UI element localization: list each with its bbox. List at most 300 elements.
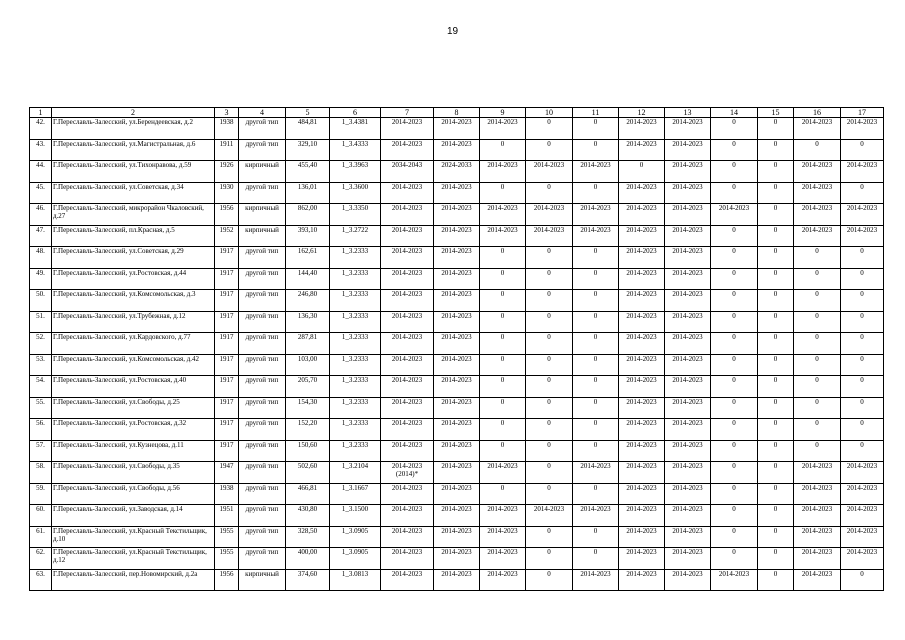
work-period-16-cell: 0 <box>794 290 841 312</box>
work-period-15-cell: 0 <box>758 268 794 290</box>
wall-material-cell: другой тип <box>239 290 286 312</box>
row-number-cell: 52. <box>30 333 52 355</box>
wall-material-cell: другой тип <box>239 139 286 161</box>
work-period-13-cell: 2014-2023 <box>665 419 711 441</box>
work-period-12-cell: 2014-2023 <box>619 440 665 462</box>
work-period-14-cell: 0 <box>711 548 758 570</box>
work-period-16-cell: 2014-2023 <box>794 161 841 183</box>
row-number-cell: 45. <box>30 182 52 204</box>
work-period-10-cell: 0 <box>526 569 573 591</box>
work-period-15-cell: 0 <box>758 118 794 140</box>
work-period-14-cell: 0 <box>711 376 758 398</box>
work-period-16-cell: 0 <box>794 440 841 462</box>
column-number-11: 11 <box>573 108 619 118</box>
work-period-10-cell: 0 <box>526 139 573 161</box>
work-period-12-cell: 2014-2023 <box>619 118 665 140</box>
work-period-11-cell: 2014-2023 <box>573 225 619 247</box>
address-cell: Г.Переславль-Залесский, ул.Ростовская, д.32 <box>52 419 215 441</box>
work-period-8-cell: 2014-2023 <box>434 268 480 290</box>
wall-material-cell: другой тип <box>239 397 286 419</box>
rank-index-cell: 1_3.0905 <box>330 548 381 570</box>
work-period-15-cell: 0 <box>758 569 794 591</box>
work-period-16-cell: 0 <box>794 311 841 333</box>
work-period-15-cell: 0 <box>758 548 794 570</box>
work-period-17-cell: 2014-2023 <box>841 118 884 140</box>
work-period-12-cell: 2014-2023 <box>619 182 665 204</box>
work-period-12-cell: 2014-2023 <box>619 225 665 247</box>
work-period-10-cell: 0 <box>526 397 573 419</box>
work-period-17-cell: 0 <box>841 247 884 269</box>
area-cell: 400,00 <box>286 548 330 570</box>
work-period-12-cell: 2014-2023 <box>619 268 665 290</box>
work-period-9-cell: 2014-2023 <box>480 505 526 527</box>
rank-index-cell: 1_3.2333 <box>330 290 381 312</box>
work-period-7-cell: 2014-2023 <box>381 311 434 333</box>
work-period-13-cell: 2014-2023 <box>665 118 711 140</box>
work-period-11-cell: 0 <box>573 419 619 441</box>
area-cell: 466,81 <box>286 483 330 505</box>
address-cell: Г.Переславль-Залесский, ул.Красный Текстильщик, д.12 <box>52 548 215 570</box>
work-period-8-cell: 2014-2023 <box>434 333 480 355</box>
work-period-17-cell: 2014-2023 <box>841 505 884 527</box>
column-number-5: 5 <box>286 108 330 118</box>
work-period-9-cell: 0 <box>480 376 526 398</box>
column-number-13: 13 <box>665 108 711 118</box>
work-period-16-cell: 0 <box>794 376 841 398</box>
work-period-14-cell: 0 <box>711 419 758 441</box>
work-period-17-cell: 2014-2023 <box>841 548 884 570</box>
row-number-cell: 47. <box>30 225 52 247</box>
rank-index-cell: 1_3.2333 <box>330 268 381 290</box>
work-period-16-cell: 0 <box>794 139 841 161</box>
year-built-cell: 1917 <box>215 311 239 333</box>
table-row <box>30 397 884 419</box>
work-period-8-cell: 2014-2023 <box>434 311 480 333</box>
work-period-17-cell: 2014-2023 <box>841 204 884 226</box>
table-row <box>30 268 884 290</box>
work-period-7-cell: 2014-2023 <box>381 247 434 269</box>
year-built-cell: 1917 <box>215 397 239 419</box>
work-period-11-cell: 0 <box>573 333 619 355</box>
work-period-9-cell: 2014-2023 <box>480 462 526 484</box>
address-cell: Г.Переславль-Залесский, ул.Советская, д.34 <box>52 182 215 204</box>
work-period-10-cell: 2014-2023 <box>526 505 573 527</box>
area-cell: 150,60 <box>286 440 330 462</box>
row-number-cell: 60. <box>30 505 52 527</box>
work-period-7-cell: 2014-2023 <box>381 419 434 441</box>
work-period-14-cell: 2014-2023 <box>711 569 758 591</box>
year-built-cell: 1911 <box>215 139 239 161</box>
work-period-10-cell: 0 <box>526 311 573 333</box>
rank-index-cell: 1_3.2333 <box>330 397 381 419</box>
address-cell: Г.Переславль-Залесский, пл.Красная, д.5 <box>52 225 215 247</box>
work-period-15-cell: 0 <box>758 290 794 312</box>
area-cell: 502,60 <box>286 462 330 484</box>
column-number-17: 17 <box>841 108 884 118</box>
column-number-14: 14 <box>711 108 758 118</box>
work-period-12-cell: 2014-2023 <box>619 526 665 548</box>
area-cell: 136,01 <box>286 182 330 204</box>
work-period-17-cell: 0 <box>841 376 884 398</box>
wall-material-cell: другой тип <box>239 247 286 269</box>
year-built-cell: 1917 <box>215 354 239 376</box>
work-period-10-cell: 0 <box>526 440 573 462</box>
work-period-15-cell: 0 <box>758 419 794 441</box>
work-period-16-cell: 2014-2023 <box>794 204 841 226</box>
area-cell: 144,40 <box>286 268 330 290</box>
work-period-14-cell: 0 <box>711 483 758 505</box>
table-row <box>30 118 884 140</box>
table-row <box>30 311 884 333</box>
work-period-11-cell: 2014-2023 <box>573 569 619 591</box>
work-period-11-cell: 0 <box>573 139 619 161</box>
rank-index-cell: 1_3.2333 <box>330 440 381 462</box>
address-cell: Г.Переславль-Залесский, ул.Тихонравова, д.59 <box>52 161 215 183</box>
work-period-16-cell: 2014-2023 <box>794 526 841 548</box>
row-number-cell: 58. <box>30 462 52 484</box>
column-number-10: 10 <box>526 108 573 118</box>
year-built-cell: 1956 <box>215 204 239 226</box>
year-built-cell: 1917 <box>215 333 239 355</box>
row-number-cell: 42. <box>30 118 52 140</box>
work-period-13-cell: 2014-2023 <box>665 505 711 527</box>
table-row <box>30 419 884 441</box>
work-period-16-cell: 0 <box>794 354 841 376</box>
work-period-15-cell: 0 <box>758 376 794 398</box>
address-cell: Г.Переславль-Залесский, ул.Трубежная, д.12 <box>52 311 215 333</box>
work-period-15-cell: 0 <box>758 225 794 247</box>
area-cell: 205,70 <box>286 376 330 398</box>
work-period-15-cell: 0 <box>758 354 794 376</box>
work-period-16-cell: 0 <box>794 268 841 290</box>
work-period-8-cell: 2014-2023 <box>434 354 480 376</box>
rank-index-cell: 1_3.2333 <box>330 354 381 376</box>
work-period-9-cell: 0 <box>480 419 526 441</box>
work-period-11-cell: 2014-2023 <box>573 204 619 226</box>
rank-index-cell: 1_3.2333 <box>330 311 381 333</box>
year-built-cell: 1955 <box>215 526 239 548</box>
work-period-9-cell: 2014-2023 <box>480 161 526 183</box>
row-number-cell: 43. <box>30 139 52 161</box>
work-period-17-cell: 2014-2023 <box>841 483 884 505</box>
work-period-9-cell: 2014-2023 <box>480 225 526 247</box>
area-cell: 430,80 <box>286 505 330 527</box>
work-period-15-cell: 0 <box>758 161 794 183</box>
work-period-14-cell: 0 <box>711 440 758 462</box>
area-cell: 152,20 <box>286 419 330 441</box>
work-period-9-cell: 0 <box>480 139 526 161</box>
column-number-9: 9 <box>480 108 526 118</box>
column-number-16: 16 <box>794 108 841 118</box>
housing-register-table <box>29 107 884 591</box>
area-cell: 136,30 <box>286 311 330 333</box>
work-period-8-cell: 2014-2023 <box>434 569 480 591</box>
year-built-cell: 1930 <box>215 182 239 204</box>
work-period-11-cell: 0 <box>573 118 619 140</box>
work-period-11-cell: 0 <box>573 247 619 269</box>
work-period-17-cell: 0 <box>841 268 884 290</box>
work-period-15-cell: 0 <box>758 526 794 548</box>
work-period-13-cell: 2014-2023 <box>665 182 711 204</box>
work-period-11-cell: 0 <box>573 268 619 290</box>
work-period-15-cell: 0 <box>758 462 794 484</box>
work-period-17-cell: 0 <box>841 397 884 419</box>
table-row <box>30 204 884 226</box>
row-number-cell: 53. <box>30 354 52 376</box>
rank-index-cell: 1_3.3600 <box>330 182 381 204</box>
year-built-cell: 1951 <box>215 505 239 527</box>
work-period-8-cell: 2014-2023 <box>434 376 480 398</box>
year-built-cell: 1938 <box>215 118 239 140</box>
work-period-13-cell: 2014-2023 <box>665 462 711 484</box>
work-period-14-cell: 0 <box>711 354 758 376</box>
column-number-row <box>30 108 884 118</box>
work-period-16-cell: 0 <box>794 247 841 269</box>
work-period-9-cell: 0 <box>480 247 526 269</box>
work-period-14-cell: 0 <box>711 311 758 333</box>
table-row <box>30 462 884 484</box>
work-period-13-cell: 2014-2023 <box>665 376 711 398</box>
work-period-13-cell: 2014-2023 <box>665 483 711 505</box>
work-period-13-cell: 2014-2023 <box>665 139 711 161</box>
rank-index-cell: 1_3.4333 <box>330 139 381 161</box>
year-built-cell: 1955 <box>215 548 239 570</box>
work-period-16-cell: 2014-2023 <box>794 118 841 140</box>
rank-index-cell: 1_3.0813 <box>330 569 381 591</box>
work-period-16-cell: 0 <box>794 419 841 441</box>
work-period-8-cell: 2014-2023 <box>434 505 480 527</box>
work-period-14-cell: 0 <box>711 397 758 419</box>
rank-index-cell: 1_3.3963 <box>330 161 381 183</box>
year-built-cell: 1956 <box>215 569 239 591</box>
work-period-9-cell: 0 <box>480 311 526 333</box>
work-period-9-cell: 0 <box>480 483 526 505</box>
wall-material-cell: другой тип <box>239 311 286 333</box>
year-built-cell: 1917 <box>215 419 239 441</box>
work-period-17-cell: 0 <box>841 290 884 312</box>
work-period-13-cell: 2014-2023 <box>665 247 711 269</box>
work-period-7-cell: 2014-2023 <box>381 225 434 247</box>
work-period-12-cell: 0 <box>619 161 665 183</box>
table-row <box>30 505 884 527</box>
work-period-15-cell: 0 <box>758 204 794 226</box>
rank-index-cell: 1_3.3350 <box>330 204 381 226</box>
address-cell: Г.Переславль-Залесский, пер.Новомирский, д.2а <box>52 569 215 591</box>
wall-material-cell: кирпичный <box>239 161 286 183</box>
work-period-14-cell: 0 <box>711 505 758 527</box>
work-period-14-cell: 0 <box>711 225 758 247</box>
work-period-10-cell: 0 <box>526 376 573 398</box>
work-period-10-cell: 0 <box>526 548 573 570</box>
work-period-17-cell: 2014-2023 <box>841 526 884 548</box>
area-cell: 154,30 <box>286 397 330 419</box>
work-period-14-cell: 0 <box>711 268 758 290</box>
work-period-15-cell: 0 <box>758 333 794 355</box>
column-number-1: 1 <box>30 108 52 118</box>
work-period-7-cell: 2014-2023 <box>381 397 434 419</box>
area-cell: 287,81 <box>286 333 330 355</box>
year-built-cell: 1917 <box>215 268 239 290</box>
work-period-12-cell: 2014-2023 <box>619 333 665 355</box>
work-period-11-cell: 2014-2023 <box>573 161 619 183</box>
work-period-12-cell: 2014-2023 <box>619 290 665 312</box>
work-period-7-cell: 2014-2023 <box>381 526 434 548</box>
work-period-17-cell: 0 <box>841 311 884 333</box>
work-period-13-cell: 2014-2023 <box>665 225 711 247</box>
row-number-cell: 48. <box>30 247 52 269</box>
work-period-10-cell: 2014-2023 <box>526 225 573 247</box>
work-period-10-cell: 0 <box>526 419 573 441</box>
wall-material-cell: другой тип <box>239 419 286 441</box>
work-period-11-cell: 0 <box>573 548 619 570</box>
wall-material-cell: другой тип <box>239 526 286 548</box>
work-period-11-cell: 0 <box>573 182 619 204</box>
address-cell: Г.Переславль-Залесский, ул.Красный Текстильщик, д.10 <box>52 526 215 548</box>
work-period-11-cell: 2014-2023 <box>573 462 619 484</box>
work-period-15-cell: 0 <box>758 440 794 462</box>
work-period-16-cell: 0 <box>794 333 841 355</box>
work-period-14-cell: 0 <box>711 333 758 355</box>
column-number-4: 4 <box>239 108 286 118</box>
wall-material-cell: кирпичный <box>239 204 286 226</box>
row-number-cell: 50. <box>30 290 52 312</box>
year-built-cell: 1938 <box>215 483 239 505</box>
area-cell: 374,60 <box>286 569 330 591</box>
work-period-15-cell: 0 <box>758 397 794 419</box>
work-period-16-cell: 2014-2023 <box>794 569 841 591</box>
row-number-cell: 44. <box>30 161 52 183</box>
work-period-12-cell: 2014-2023 <box>619 139 665 161</box>
address-cell: Г.Переславль-Залесский, ул.Магистральная, д.6 <box>52 139 215 161</box>
work-period-7-cell: 2014-2023 <box>381 483 434 505</box>
work-period-15-cell: 0 <box>758 182 794 204</box>
area-cell: 862,00 <box>286 204 330 226</box>
work-period-7-cell: 2014-2023 <box>381 569 434 591</box>
work-period-11-cell: 0 <box>573 397 619 419</box>
work-period-17-cell: 2014-2023 <box>841 161 884 183</box>
address-cell: Г.Переславль-Залесский, ул.Советская, д.29 <box>52 247 215 269</box>
work-period-10-cell: 0 <box>526 483 573 505</box>
work-period-17-cell: 0 <box>841 569 884 591</box>
work-period-9-cell: 2014-2023 <box>480 526 526 548</box>
work-period-7-cell: 2014-2023 <box>381 333 434 355</box>
work-period-7-cell: 2014-2023 <box>381 354 434 376</box>
work-period-12-cell: 2014-2023 <box>619 376 665 398</box>
work-period-14-cell: 0 <box>711 139 758 161</box>
work-period-8-cell: 2014-2023 <box>434 290 480 312</box>
table-row <box>30 354 884 376</box>
column-number-6: 6 <box>330 108 381 118</box>
address-cell: Г.Переславль-Залесский, ул.Свободы, д.25 <box>52 397 215 419</box>
work-period-12-cell: 2014-2023 <box>619 569 665 591</box>
work-period-17-cell: 0 <box>841 182 884 204</box>
year-built-cell: 1926 <box>215 161 239 183</box>
rank-index-cell: 1_3.2333 <box>330 419 381 441</box>
table-row <box>30 526 884 548</box>
work-period-14-cell: 0 <box>711 118 758 140</box>
row-number-cell: 59. <box>30 483 52 505</box>
row-number-cell: 56. <box>30 419 52 441</box>
work-period-11-cell: 0 <box>573 526 619 548</box>
year-built-cell: 1917 <box>215 290 239 312</box>
table-row <box>30 247 884 269</box>
work-period-16-cell: 2014-2023 <box>794 182 841 204</box>
row-number-cell: 62. <box>30 548 52 570</box>
row-number-cell: 55. <box>30 397 52 419</box>
table-row <box>30 483 884 505</box>
work-period-9-cell: 0 <box>480 268 526 290</box>
year-built-cell: 1917 <box>215 376 239 398</box>
work-period-10-cell: 2014-2023 <box>526 161 573 183</box>
work-period-7-cell: 2014-2023 <box>381 290 434 312</box>
work-period-17-cell: 0 <box>841 139 884 161</box>
rank-index-cell: 1_3.2104 <box>330 462 381 484</box>
work-period-10-cell: 0 <box>526 268 573 290</box>
work-period-8-cell: 2014-2023 <box>434 182 480 204</box>
work-period-17-cell: 0 <box>841 333 884 355</box>
area-cell: 328,50 <box>286 526 330 548</box>
work-period-8-cell: 2014-2023 <box>434 462 480 484</box>
address-cell: Г.Переславль-Залесский, ул.Кузнецова, д.11 <box>52 440 215 462</box>
work-period-17-cell: 0 <box>841 440 884 462</box>
rank-index-cell: 1_3.0905 <box>330 526 381 548</box>
rank-index-cell: 1_3.2333 <box>330 247 381 269</box>
address-cell: Г.Переславль-Залесский, ул.Комсомольская, д.42 <box>52 354 215 376</box>
work-period-15-cell: 0 <box>758 311 794 333</box>
table-row <box>30 225 884 247</box>
work-period-9-cell: 2014-2023 <box>480 204 526 226</box>
work-period-8-cell: 2014-2023 <box>434 139 480 161</box>
wall-material-cell: другой тип <box>239 268 286 290</box>
work-period-12-cell: 2014-2023 <box>619 397 665 419</box>
work-period-17-cell: 0 <box>841 354 884 376</box>
work-period-8-cell: 2014-2023 <box>434 483 480 505</box>
work-period-12-cell: 2014-2023 <box>619 354 665 376</box>
work-period-13-cell: 2014-2023 <box>665 397 711 419</box>
wall-material-cell: другой тип <box>239 505 286 527</box>
work-period-14-cell: 2014-2023 <box>711 204 758 226</box>
work-period-8-cell: 2014-2023 <box>434 225 480 247</box>
work-period-13-cell: 2014-2023 <box>665 161 711 183</box>
work-period-13-cell: 2014-2023 <box>665 440 711 462</box>
work-period-13-cell: 2014-2023 <box>665 354 711 376</box>
work-period-16-cell: 2014-2023 <box>794 225 841 247</box>
work-period-9-cell: 2014-2023 <box>480 118 526 140</box>
column-number-12: 12 <box>619 108 665 118</box>
work-period-11-cell: 0 <box>573 440 619 462</box>
address-cell: Г.Переславль-Залесский, ул.Комсомольская, д.3 <box>52 290 215 312</box>
work-period-11-cell: 0 <box>573 290 619 312</box>
work-period-12-cell: 2014-2023 <box>619 419 665 441</box>
column-number-7: 7 <box>381 108 434 118</box>
rank-index-cell: 1_3.2333 <box>330 333 381 355</box>
work-period-7-cell: 2014-2023 <box>381 182 434 204</box>
wall-material-cell: кирпичный <box>239 225 286 247</box>
work-period-7-cell: 2014-2023 <box>381 440 434 462</box>
work-period-17-cell: 2014-2023 <box>841 462 884 484</box>
work-period-12-cell: 2014-2023 <box>619 483 665 505</box>
work-period-16-cell: 2014-2023 <box>794 483 841 505</box>
year-built-cell: 1917 <box>215 440 239 462</box>
column-number-3: 3 <box>215 108 239 118</box>
area-cell: 455,40 <box>286 161 330 183</box>
table-row <box>30 182 884 204</box>
row-number-cell: 54. <box>30 376 52 398</box>
area-cell: 484,81 <box>286 118 330 140</box>
work-period-13-cell: 2014-2023 <box>665 333 711 355</box>
work-period-12-cell: 2014-2023 <box>619 462 665 484</box>
row-number-cell: 46. <box>30 204 52 226</box>
